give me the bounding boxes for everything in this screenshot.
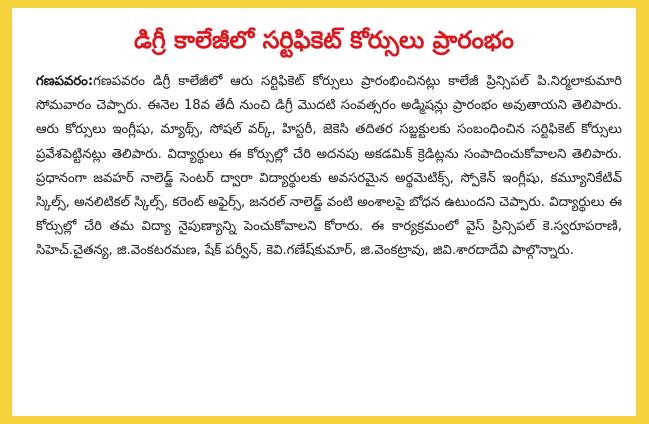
news-clipping (12, 8, 636, 416)
article-text: గణపవరం డిగ్రీ కాలేజీలో ఆరు సర్టిఫికెట్ కోర్సులు ప్రారంభించినట్లు కాలేజీ ప్రిన్సిపల్ పి.నిర్మలాకుమారి సోమవారం చెప్పారు. ఈనెల 18వ తేదీ నుంచి డిగ్రీ మొదటి సంవత్సరం అడ్మిషన్లు ప్రారంభం అవుతాయని తెలిపారు. ఆరు కోర్సులు ఇంగ్లీషు, మ్యాథ్స్, సోషల్ వర్క్, హిస్టరీ, జెకెసి తదితర సబ్జక్టులకు సంబంధించిన సర్టిఫికెట్ కోర్సులు ప్రవేశపెట్టినట్లు తెలిపారు. విద్యార్థులు ఈ కోర్సుల్లో చేరి అదనపు అకడమిక్ క్రెడిట్లను సంపాదించుకోవాలని తెలిపారు. ప్రధానంగా జవహర్ నాలెడ్జ్ సెంటర్ ద్వారా విద్యార్థులకు అవసరమైన అర్థమెటిక్స్, స్పోకెన్ ఇంగ్లీషు, కమ్యూనికేటివ్ స్కిల్స్, అనలిటికల్ స్కిల్స్, కరెంట్ అఫైర్స్, జనరల్ నాలెడ్జ్ వంటి అంశాలపై బోధన ఉటుందని చెప్పారు. విద్యార్థులు ఈ కోర్సుల్లో చేరి తమ విద్యా నైపుణ్యాన్ని పెంచుకోవాలని కోరారు. ఈ కార్యక్రమంలో వైస్ ప్రిన్సిపల్ కె.స్వరూపరాణి, సిహెచ్.చైతన్య, జి.వెంకటరమణ, షేక్ పర్వీన్, కెవి.గణేష్‌కుమార్, జి.వెంకట్రావు, జివి.శారదాదేవి పాల్గొన్నారు. (36, 74, 622, 259)
article-body (36, 70, 622, 264)
dateline: గణపవరం: (36, 74, 94, 89)
headline: డిగ్రీ కాలేజీలో సర్టిఫికెట్ కోర్సులు ప్రారంభం (134, 26, 514, 54)
